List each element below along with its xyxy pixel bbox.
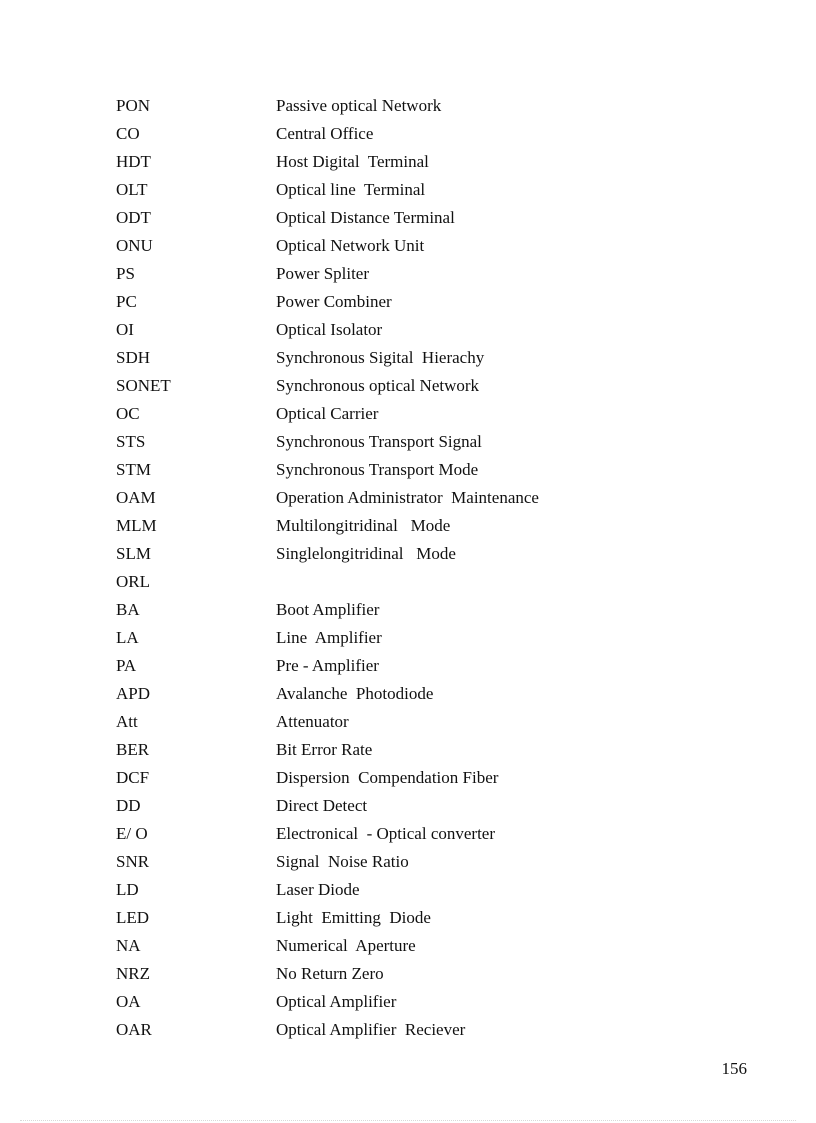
abbreviation-term: OI [116,320,134,339]
abbreviation-meaning: Singlelongitridinal Mode [276,544,456,563]
abbreviation-term: OA [116,992,141,1011]
page-bottom-border [20,1120,796,1121]
abbreviation-meaning: Numerical Aperture [276,936,416,955]
abbreviation-term: PS [116,264,135,283]
abbreviation-row [116,793,676,821]
abbreviation-row [116,457,676,485]
abbreviation-row [116,597,676,625]
abbreviation-row [116,709,676,737]
abbreviation-term: SONET [116,376,171,395]
abbreviation-meaning: Optical line Terminal [276,180,426,199]
abbreviation-term: DD [116,796,141,815]
abbreviation-term: NA [116,936,141,955]
abbreviation-row [116,205,676,233]
abbreviation-term: OAR [116,1020,152,1039]
abbreviation-term: ODT [116,208,151,227]
abbreviation-meaning: Central Office [276,124,374,143]
abbreviation-row [116,653,676,681]
abbreviation-term: ONU [116,236,153,255]
abbreviation-term: E/ O [116,824,148,843]
abbreviation-row [116,373,676,401]
abbreviation-term: BA [116,600,140,619]
abbreviation-term: SDH [116,348,151,367]
abbreviation-row [116,485,676,513]
abbreviation-row [116,681,676,709]
abbreviation-term: SLM [116,544,151,563]
abbreviation-term: APD [116,684,151,703]
abbreviation-row [116,261,676,289]
abbreviation-meaning: Optical Amplifier Reciever [276,1020,466,1039]
abbreviation-meaning: Optical Isolator [276,320,383,339]
abbreviation-row [116,121,676,149]
abbreviation-term: NRZ [116,964,150,983]
abbreviation-meaning: No Return Zero [276,964,384,983]
abbreviation-meaning: Operation Administrator Maintenance [276,488,539,507]
abbreviation-row [116,93,676,121]
abbreviation-term: OAM [116,488,156,507]
abbreviation-meaning: Synchronous Sigital Hierachy [276,348,485,367]
abbreviation-term: HDT [116,152,151,171]
abbreviation-meaning: Boot Amplifier [276,600,380,619]
abbreviation-row [116,569,676,597]
abbreviation-term: CO [116,124,140,143]
abbreviation-row [116,961,676,989]
abbreviation-meaning: Passive optical Network [276,96,442,115]
abbreviation-row [116,177,676,205]
abbreviation-meaning: Light Emitting Diode [276,908,431,927]
abbreviation-row [116,933,676,961]
abbreviation-row [116,625,676,653]
abbreviation-meaning: Multilongitridinal Mode [276,516,451,535]
page-number: 156 [721,1059,747,1078]
abbreviation-term: Att [116,712,138,731]
abbreviation-meaning: Bit Error Rate [276,740,373,759]
abbreviation-meaning: Power Combiner [276,292,392,311]
abbreviation-meaning: Dispersion Compendation Fiber [276,768,499,787]
abbreviation-row [116,849,676,877]
abbreviation-row [116,989,676,1017]
abbreviation-term: SNR [116,852,150,871]
abbreviation-meaning: Line Amplifier [276,628,382,647]
abbreviation-meaning: Synchronous Transport Mode [276,460,479,479]
abbreviation-term: OC [116,404,140,423]
abbreviation-term: STS [116,432,146,451]
abbreviation-meaning: Optical Amplifier [276,992,397,1011]
abbreviation-term: ORL [116,572,150,591]
abbreviation-row [116,821,676,849]
abbreviation-term: MLM [116,516,157,535]
abbreviation-row [116,149,676,177]
abbreviation-meaning: Optical Network Unit [276,236,425,255]
abbreviation-term: LED [116,908,150,927]
abbreviation-meaning: Avalanche Photodiode [276,684,434,703]
abbreviation-meaning: Power Spliter [276,264,370,283]
abbreviation-row [116,401,676,429]
abbreviation-row [116,905,676,933]
abbreviation-term: BER [116,740,150,759]
abbreviation-row [116,429,676,457]
abbreviation-term: OLT [116,180,148,199]
abbreviation-term: PC [116,292,137,311]
abbreviation-term: LD [116,880,139,899]
abbreviation-meaning: Pre - Amplifier [276,656,379,675]
abbreviation-meaning: Host Digital Terminal [276,152,429,171]
abbreviation-row [116,317,676,345]
abbreviation-row [116,1017,676,1045]
abbreviation-meaning: Laser Diode [276,880,360,899]
abbreviation-row [116,877,676,905]
abbreviation-meaning: Electronical - Optical converter [276,824,495,843]
abbreviation-row [116,233,676,261]
abbreviation-meaning: Optical Distance Terminal [276,208,455,227]
abbreviation-row [116,541,676,569]
abbreviation-meaning: Synchronous Transport Signal [276,432,482,451]
abbreviation-term: DCF [116,768,150,787]
abbreviation-term: PON [116,96,151,115]
abbreviation-term: PA [116,656,137,675]
abbreviation-list [116,93,676,1045]
abbreviation-row [116,289,676,317]
abbreviation-row [116,765,676,793]
abbreviation-meaning: Direct Detect [276,796,368,815]
abbreviation-row [116,737,676,765]
abbreviation-meaning: Optical Carrier [276,404,379,423]
abbreviation-row [116,345,676,373]
abbreviation-meaning: Attenuator [276,712,349,731]
abbreviation-term: LA [116,628,139,647]
abbreviation-row [116,513,676,541]
abbreviation-term: STM [116,460,151,479]
abbreviation-meaning: Synchronous optical Network [276,376,480,395]
abbreviation-meaning: Signal Noise Ratio [276,852,409,871]
